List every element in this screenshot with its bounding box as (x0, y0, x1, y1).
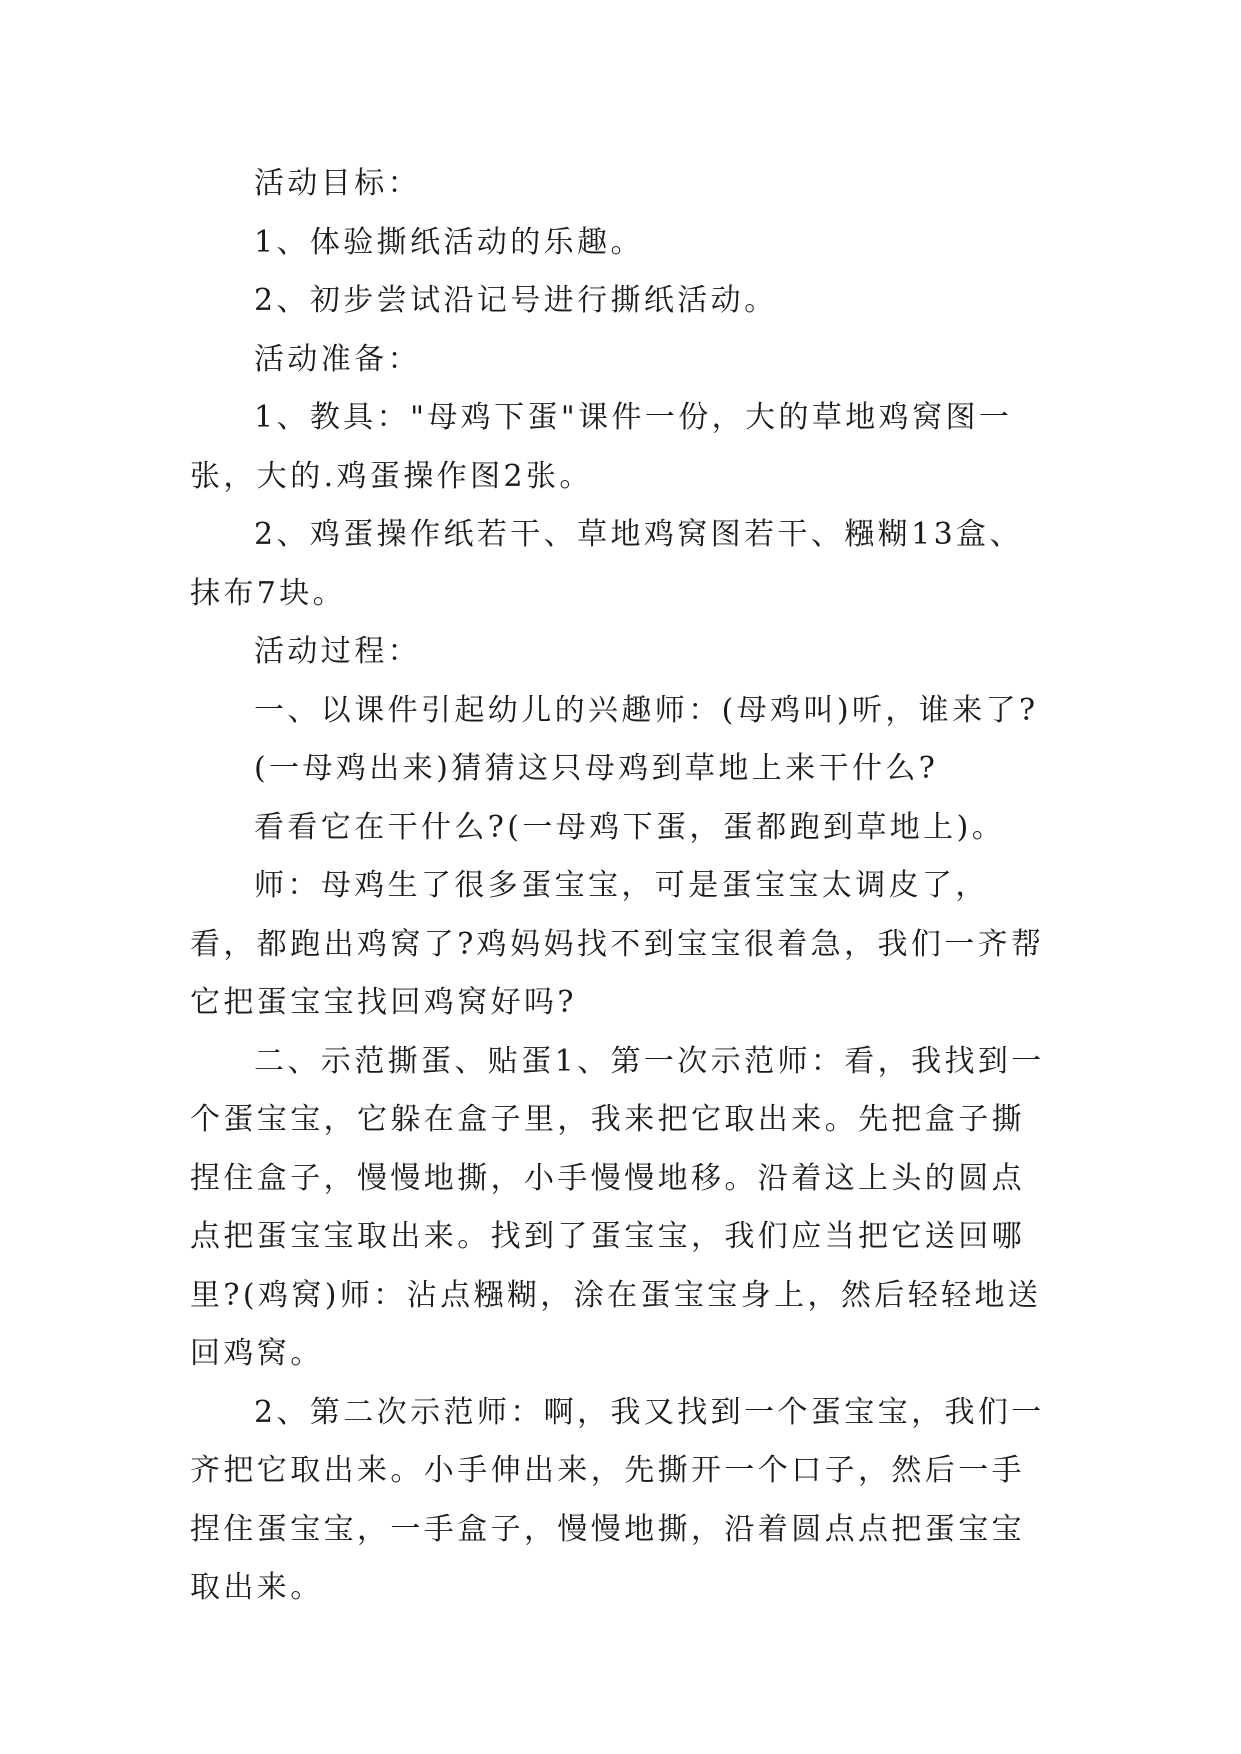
section-heading-preparation: 活动准备： (254, 341, 421, 377)
process-step-2-second-demo: 2、第二次示范师：啊，我又找到一个蛋宝宝，我们一齐把它取出来。小手伸出来，先撕开一个口子，然后一手捏住蛋宝宝，一手盒子，慢慢地撕，沿着圆点点把蛋宝宝取出来。 (190, 1394, 1045, 1605)
teacher-dialogue: 师：母鸡生了很多蛋宝宝，可是蛋宝宝太调皮了，看，都跑出鸡窝了?鸡妈妈找不到宝宝很着急，我们一齐帮它把蛋宝宝找回鸡窝好吗? (190, 868, 1045, 1020)
process-step-1-detail-b: 看看它在干什么?(一母鸡下蛋，蛋都跑到草地上)。 (254, 809, 1006, 845)
preparation-item-2: 2、鸡蛋操作纸若干、草地鸡窝图若干、糨糊13盒、抹布7块。 (190, 517, 1023, 611)
goal-item-2: 2、初步尝试沿记号进行撕纸活动。 (254, 283, 778, 318)
process-step-1: 一、以课件引起幼儿的兴趣师：(母鸡叫)听，谁来了? (254, 692, 1039, 728)
document-body (190, 155, 1050, 1618)
preparation-item-1: 1、教具："母鸡下蛋"课件一份，大的草地鸡窝图一张，大的.鸡蛋操作图2张。 (190, 400, 1013, 494)
process-step-2: 二、示范撕蛋、贴蛋1、第一次示范师：看，我找到一个蛋宝宝，它躲在盒子里，我来把它取出来。先把盒子撕捏住盒子，慢慢地撕，小手慢慢地移。沿着这上头的圆点点把蛋宝宝取出来。找到了蛋宝宝，我们应当把它送回哪里?(鸡窝)师：沾点糨糊，涂在蛋宝宝身上，然后轻轻地送回鸡窝。 (190, 1043, 1045, 1371)
goal-item-1: 1、体验撕纸活动的乐趣。 (254, 224, 644, 260)
section-heading-process: 活动过程： (254, 634, 421, 669)
process-step-1-detail-a: (一母鸡出来)猜猜这只母鸡到草地上来干什么? (254, 751, 939, 786)
section-heading-goals: 活动目标： (254, 166, 421, 201)
